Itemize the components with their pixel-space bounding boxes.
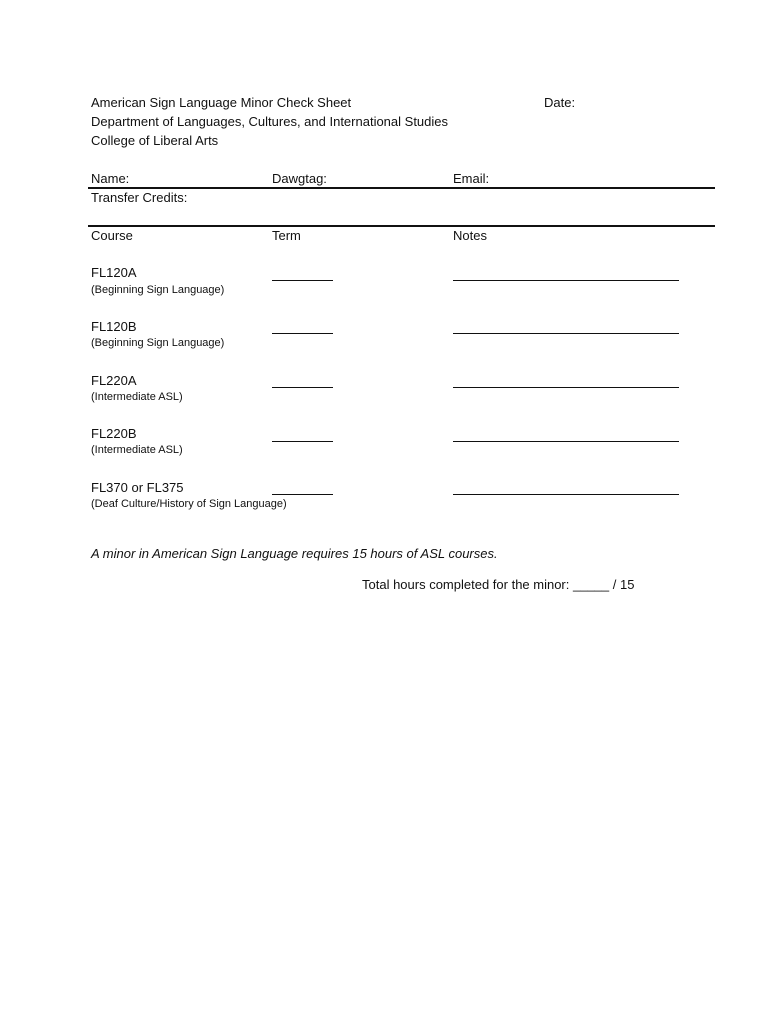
notes-blank[interactable] <box>453 280 679 281</box>
course-header: Course <box>91 228 133 243</box>
course-name: (Beginning Sign Language) <box>91 284 225 296</box>
term-blank[interactable] <box>272 387 333 388</box>
term-header: Term <box>272 228 301 243</box>
department-name: Department of Languages, Cultures, and International Studies <box>91 114 449 129</box>
course-code: FL220B <box>91 426 137 441</box>
form-title: American Sign Language Minor Check Sheet <box>91 95 352 110</box>
notes-blank[interactable] <box>453 387 679 388</box>
notes-blank[interactable] <box>453 494 679 495</box>
info-divider <box>88 187 715 189</box>
term-blank[interactable] <box>272 494 333 495</box>
course-name: (Intermediate ASL) <box>91 391 183 403</box>
total-hours: Total hours completed for the minor: _____ / 15 <box>362 577 635 592</box>
course-code: FL120B <box>91 319 137 334</box>
course-name: (Deaf Culture/History of Sign Language) <box>91 498 287 510</box>
course-code: FL370 or FL375 <box>91 480 184 495</box>
term-blank[interactable] <box>272 280 333 281</box>
requirement-note: A minor in American Sign Language requires 15 hours of ASL courses. <box>91 546 498 561</box>
transfer-credits-label: Transfer Credits: <box>91 190 188 205</box>
term-blank[interactable] <box>272 333 333 334</box>
course-name: (Intermediate ASL) <box>91 444 183 456</box>
name-label: Name: <box>91 171 130 186</box>
college-name: College of Liberal Arts <box>91 133 219 148</box>
notes-header: Notes <box>453 228 487 243</box>
date-label: Date: <box>544 95 576 110</box>
email-label: Email: <box>453 171 490 186</box>
course-name: (Beginning Sign Language) <box>91 337 225 349</box>
course-code: FL220A <box>91 373 137 388</box>
dawgtag-label: Dawgtag: <box>272 171 327 186</box>
notes-blank[interactable] <box>453 441 679 442</box>
transfer-divider <box>88 225 715 227</box>
notes-blank[interactable] <box>453 333 679 334</box>
term-blank[interactable] <box>272 441 333 442</box>
course-code: FL120A <box>91 265 137 280</box>
